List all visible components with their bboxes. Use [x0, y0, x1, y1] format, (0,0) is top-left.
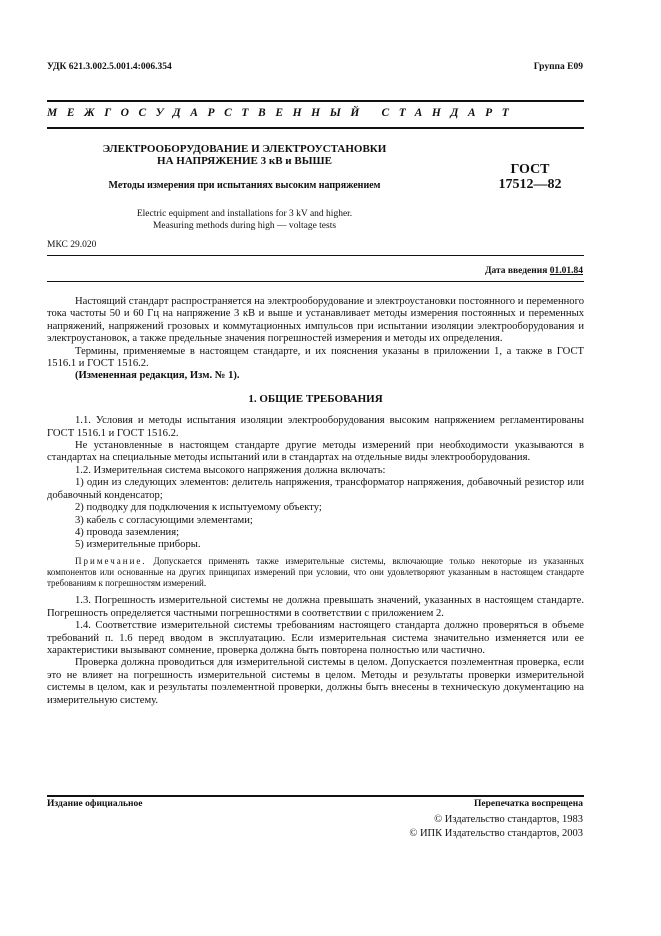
gost-designation [480, 162, 580, 192]
reprint-notice: Перепечатка воспрещена [473, 799, 583, 809]
paragraph-1-4: 1.4. Соответствие измерительной системы требованиям настоящего стандарта должно проверяться в объеме требований п. 1.6 перед вводом в эксплуатацию. Если измерительная система значительно изменяется или ее характеристики вызывают сомнение, проверка должна быть повторена полностью или частично. [47, 620, 584, 656]
list-item-3: 3) кабель с согласующими элементами; [75, 514, 253, 526]
official-edition: Издание официальное [47, 799, 143, 809]
paragraph-1-1: 1.1. Условия и методы испытания изоляции электрооборудования высоким напряжением регламентированы ГОСТ 1516.1 и ГОСТ 1516.2. [47, 415, 584, 439]
paragraph-other-methods: Не установленные в настоящем стандарте другие методы измерений при необходимости указываются в стандартах на специальные методы испытаний или в стандартах на отдельные виды электрооборудования. [47, 440, 584, 464]
date-divider [47, 281, 584, 282]
document-subtitle: Методы измерения при испытаниях высоким напряжением [108, 180, 381, 191]
copyright-1983: © Издательство стандартов, 1983 [434, 814, 583, 825]
paragraph-scope: Настоящий стандарт распространяется на электрооборудование и электроустановки постоянного и переменного тока частоты 50 и 60 Гц на напряжение 3 кВ и выше и устанавливает методы измерения постоянных и переменных напряжений, напряжений грозовых и коммутационных импульсов при испытании изоляции электрооборудования и электроустановок, а также предельные значения погрешностей измерения и методы их определения. [47, 296, 584, 345]
paragraph-1-3: 1.3. Погрешность измерительной системы не должна превышать значений, указанных в настоящем стандарте. Погрешность определяется частными погрешностями в соответствии с приложением 2. [47, 595, 584, 619]
note [47, 556, 584, 590]
footer-rule [47, 795, 584, 797]
banner-rule [47, 127, 584, 129]
note-label: Примечание. [75, 555, 147, 566]
gost-number: 17512—82 [498, 177, 562, 192]
document-title [47, 143, 442, 167]
title-line-2: НА НАПРЯЖЕНИЕ 3 кВ и ВЫШЕ [157, 155, 332, 167]
intro-date [485, 266, 583, 276]
top-rule [47, 100, 584, 102]
note-text: Допускается применять также измерительные системы, включающие только некоторые из указанных компонентов или основанные на других принципах измерений при условии, что они удовлетворяют указанным в настоящем стандарте требованиям к погрешностям измерений. [47, 555, 584, 589]
title-line-1: ЭЛЕКТРООБОРУДОВАНИЕ И ЭЛЕКТРОУСТАНОВКИ [102, 143, 387, 155]
list-item-2: 2) подводку для подключения к испытуемому объекту; [75, 502, 322, 514]
english-title-line-2: Measuring methods during high — voltage tests [152, 221, 337, 231]
paragraph-terms: Термины, применяемые в настоящем стандарте, и их пояснения указаны в приложении 1, а также в ГОСТ 1516.1 и ГОСТ 1516.2. [47, 345, 584, 370]
list-item-4: 4) провода заземления; [75, 526, 180, 538]
paragraph-1-2: 1.2. Измерительная система высокого напряжения должна включать: [75, 464, 386, 476]
mks-code: МКС 29.020 [47, 240, 97, 250]
list-item-1: 1) один из следующих элементов: делитель напряжения, трансформатор напряжения, добавочный резистор или добавочный конденсатор; [47, 477, 584, 501]
copyright-2003: © ИПК Издательство стандартов, 2003 [409, 828, 583, 839]
document-body [47, 296, 584, 707]
list-item-5: 5) измерительные приборы. [75, 539, 201, 551]
header-divider [47, 255, 584, 256]
group-code: Группа Е09 [533, 62, 583, 72]
section-heading: 1. ОБЩИЕ ТРЕБОВАНИЯ [248, 392, 383, 405]
intro-date-value: 01.01.84 [549, 266, 583, 276]
gost-label: ГОСТ [510, 162, 550, 177]
paragraph-verification: Проверка должна проводиться для измерительной системы в целом. Допускается поэлементная проверка, если это не влияет на погрешность измерительной системы в целом. Методы и результаты проверки измерительной системы в целом, как и результаты поэлементной проверки, должны быть внесены в техническую документацию на измерительную систему. [47, 657, 584, 706]
interstate-standard-banner: МЕЖГОСУДАРСТВЕННЫЙ СТАНДАРТ [47, 107, 519, 119]
udk-code: УДК 621.3.002.5.001.4:006.354 [47, 62, 172, 72]
english-title-line-1: Electric equipment and installations for 3 kV and higher. [136, 209, 353, 219]
intro-date-label: Дата введения [484, 266, 548, 276]
english-title [47, 208, 442, 232]
paragraph-amendment: (Измененная редакция, Изм. № 1). [75, 370, 240, 382]
